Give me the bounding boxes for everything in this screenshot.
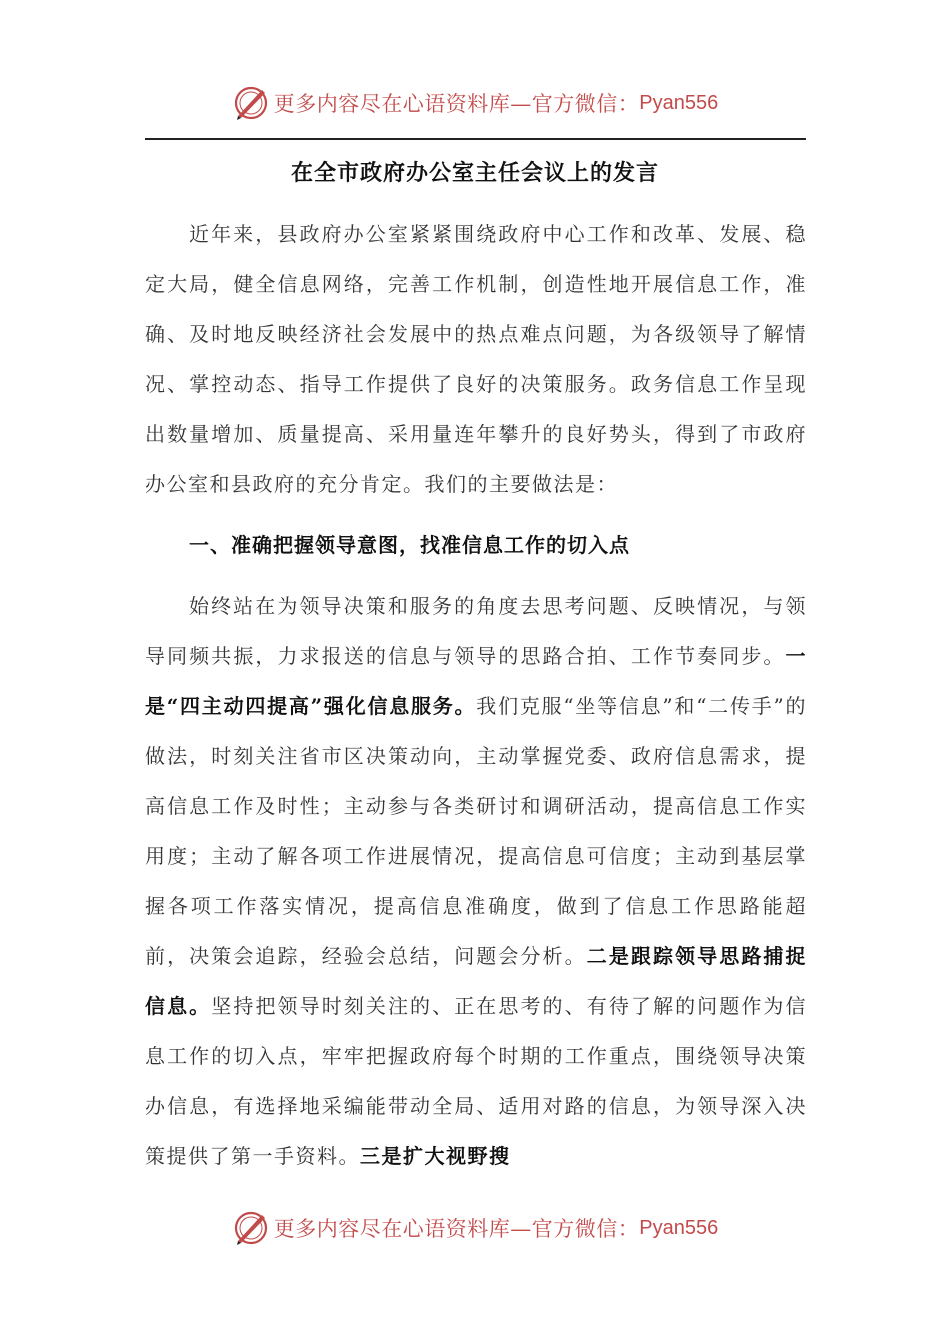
footer-banner <box>0 1208 950 1248</box>
paragraph-text: 坚持把领导时刻关注的、正在思考的、有待了解的问题作为信息工作的切入点，牢牢把握政府每个时期的工作重点，围绕领导决策办信息，有选择地采编能带动全局、适用对路的信息，为领导深入决策提供了第一手资料。 <box>145 994 808 1168</box>
intro-paragraph: 近年来，县政府办公室紧紧围绕政府中心工作和改革、发展、稳定大局，健全信息网络，完善工作机制，创造性地开展信息工作，准确、及时地反映经济社会发展中的热点难点问题，为各级领导了解情况、掌控动态、指导工作提供了良好的决策服务。政务信息工作呈现出数量增加、质量提高、采用量连年攀升的良好势头，得到了市政府办公室和县政府的充分肯定。我们的主要做法是： <box>145 222 807 496</box>
banner-text: 更多内容尽在心语资料库—官方微信： <box>273 1217 640 1241</box>
paragraph-text: 我们克服“坐等信息”和“二传手”的做法，时刻关注省市区决策动向，主动掌握党委、政府信息需求，提高信息工作及时性；主动参与各类研讨和调研活动，提高信息工作实用度；主动了解各项工作进展情况，提高信息可信度；主动到基层掌握各项工作落实情况，提高信息准确度，做到了信息工作思路能超前，决策会追踪，经验会总结，问题会分析。 <box>145 694 807 968</box>
bold-point-3: 三是扩大视野搜 <box>360 1144 511 1168</box>
header-rule <box>145 138 806 140</box>
quill-pen-seal-icon <box>232 84 270 122</box>
section-heading: 一、准确把握领导意图，找准信息工作的切入点 <box>189 533 630 557</box>
bold-point-2: 二是跟踪领导思路捕捉信息。 <box>145 944 808 1018</box>
banner-text: 更多内容尽在心语资料库—官方微信： <box>273 92 640 116</box>
quill-pen-seal-icon <box>232 1209 270 1247</box>
paragraph-text: 始终站在为领导决策和服务的角度去思考问题、反映情况，与领导同频共振，力求报送的信息与领导的思路合拍、工作节奏同步。 <box>145 594 807 668</box>
banner-wechat-id: Pyan556 <box>639 1216 719 1239</box>
bold-point-1: 一是“四主动四提高”强化信息服务。 <box>145 644 807 718</box>
header-banner <box>0 83 950 123</box>
banner-wechat-id: Pyan556 <box>639 91 719 114</box>
document-title: 在全市政府办公室主任会议上的发言 <box>290 160 659 186</box>
section-paragraph <box>145 581 807 1181</box>
